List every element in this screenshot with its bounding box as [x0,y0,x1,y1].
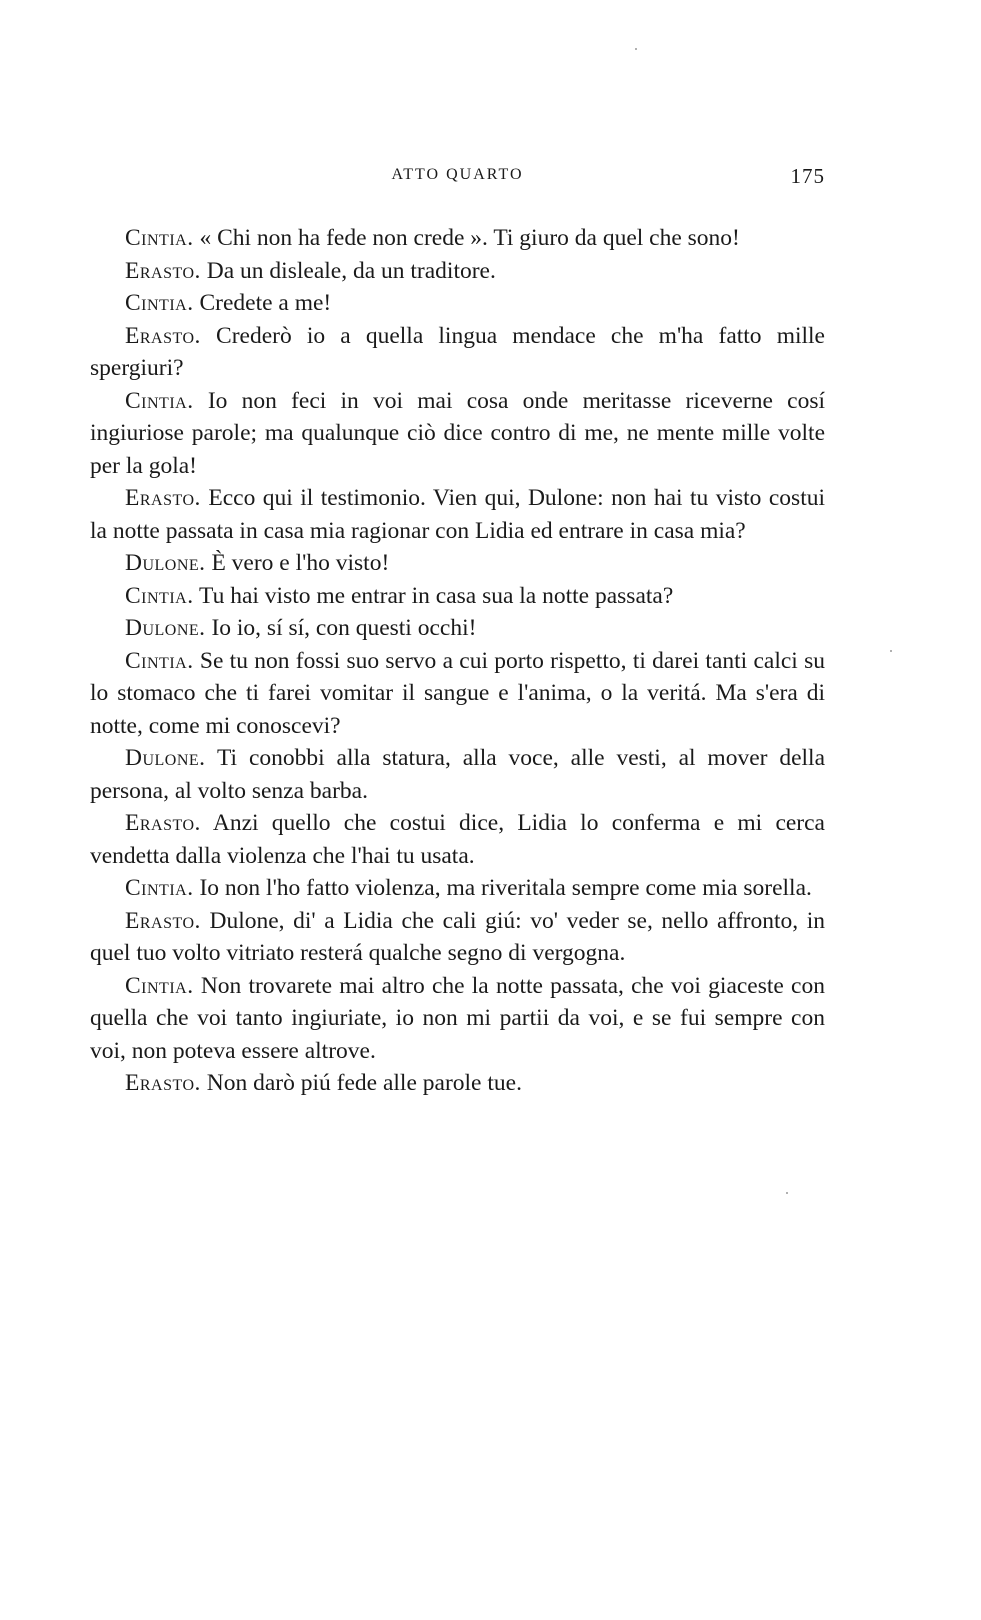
speaker-name: Erasto. [125,485,201,511]
speech-text: È vero e l'ho visto! [211,550,390,576]
speech-text: Non trovarete mai altro che la notte passata, che voi giaceste con quella che voi tanto ingiuriate, io non mi partii da voi, e se fui sempre con voi, non poteva essere altrove. [90,972,825,1064]
speech-text: « Chi non ha fede non crede ». Ti giuro da quel che sono! [199,225,740,251]
speaker-name: Dulone. [125,745,206,771]
speaker-name: Cintia. [125,582,194,609]
speaker-name: Erasto. [125,257,201,284]
speech-text: Da un disleale, da un traditore. [206,257,496,284]
speaker-name: Erasto. [125,322,201,349]
speech-text: Non darò piú fede alle parole tue. [206,1070,522,1096]
dialogue-paragraph [90,970,825,1068]
speaker-name: Cintia. [125,647,194,674]
dialogue-paragraph [90,807,825,872]
speech-text: Tu hai visto me entrar in casa sua la notte passata? [199,582,674,609]
speech-text: Io non feci in voi mai cosa onde meritasse riceverne cosí ingiuriose parole; ma qualunque ciò dice contro di me, ne mente mille volte per la gola! [90,387,825,479]
speech-text: Se tu non fossi suo servo a cui porto rispetto, ti darei tanti calci su lo stomaco che ti farei vomitar il sangue e l'anima, o la veritá. Ma s'era di notte, come mi conoscevi? [90,647,826,739]
speech-text: Io io, sí sí, con questi occhi! [211,615,477,641]
dialogue-paragraph [90,482,825,547]
speech-text: Ecco qui il testimonio. Vien qui, Dulone: non hai tu visto costui la notte passata in casa mia ragionar con Lidia ed entrare in casa mia? [90,485,825,544]
dialogue-paragraph [90,1067,825,1100]
speech-text: Dulone, di' a Lidia che cali giú: vo' veder se, nello affronto, in quel tuo volto vitriato resterá qualche segno di vergogna. [90,907,825,966]
speech-text: Anzi quello che costui dice, Lidia lo conferma e mi cerca vendetta dalla violenza che l'hai tu usata. [90,810,825,869]
scan-speck [635,48,637,50]
speaker-name: Erasto. [125,907,201,934]
speaker-name: Dulone. [125,550,206,576]
dialogue-paragraph [90,222,825,255]
speaker-name: Cintia. [125,290,194,316]
scan-speck [890,650,892,652]
speaker-name: Cintia. [125,972,194,999]
speaker-name: Dulone. [125,615,206,641]
dialogue-paragraph [90,645,825,743]
running-head: ATTO QUARTO [391,166,524,183]
dialogue-paragraph [90,580,825,613]
dialogue-paragraph [90,547,825,580]
dialogue-paragraph [90,320,825,385]
dialogue-paragraph [90,287,825,320]
speaker-name: Erasto. [125,810,201,836]
speech-text: Io non l'ho fatto violenza, ma riveritala sempre come mia sorella. [199,875,812,901]
speaker-name: Cintia. [125,387,194,414]
page-number: 175 [790,164,825,188]
dialogue-paragraph [90,255,825,288]
scan-speck [786,1192,788,1194]
dialogue-paragraph [90,905,825,970]
dialogue-text [90,222,825,1100]
dialogue-paragraph [90,612,825,645]
speech-text: Crederò io a quella lingua mendace che m'ha fatto mille spergiuri? [90,322,825,381]
speech-text: Credete a me! [199,290,332,316]
speaker-name: Cintia. [125,875,194,901]
dialogue-paragraph [90,385,825,483]
speaker-name: Erasto. [125,1070,201,1096]
dialogue-paragraph [90,872,825,905]
page-header [90,166,825,196]
speaker-name: Cintia. [125,225,194,251]
speech-text: Ti conobbi alla statura, alla voce, alle vesti, al mover della persona, al volto senza barba. [90,745,826,804]
dialogue-paragraph [90,742,825,807]
